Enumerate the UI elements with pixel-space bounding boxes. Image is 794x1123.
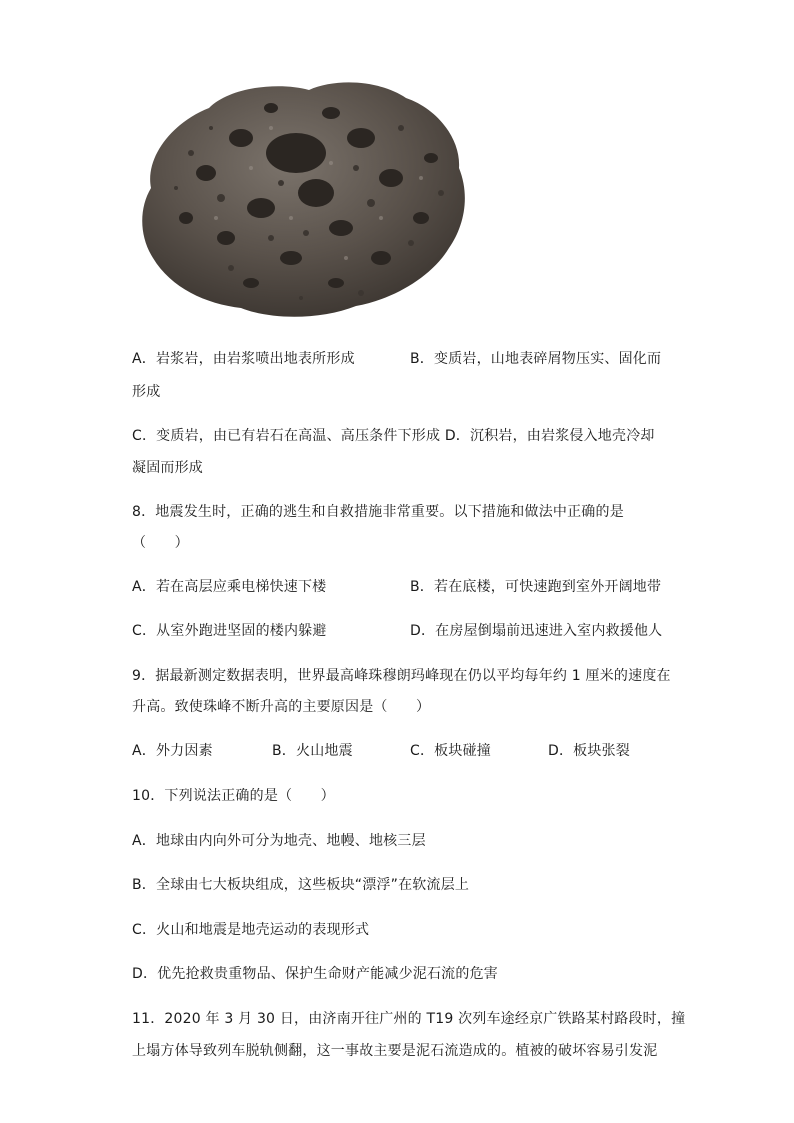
q8-option-b: B．若在底楼，可快速跑到室外开阔地带 [410, 579, 662, 595]
q10-option-b: B．全球由七大板块组成，这些板块“漂浮”在软流层上 [132, 877, 470, 893]
q8-option-c: C．从室外跑进坚固的楼内躲避 [132, 623, 327, 639]
q10-option-c: C．火山和地震是地壳运动的表现形式 [132, 922, 370, 938]
q9-stem-continued: 升高。致使珠峰不断升高的主要原因是（ ） [132, 699, 431, 715]
q7-option-b: B．变质岩，山地表碎屑物压实、固化而 [410, 351, 662, 367]
q8-stem-continued: （ ） [132, 535, 189, 551]
q9-option-a: A．外力因素 [132, 743, 213, 759]
q9-option-d: D．板块张裂 [548, 743, 630, 759]
q9-option-c: C．板块碰撞 [410, 743, 491, 759]
q7-option-a: A．岩浆岩，由岩浆喷出地表所形成 [132, 351, 355, 367]
q10-option-d: D．优先抢救贵重物品、保护生命财产能减少泥石流的危害 [132, 966, 498, 982]
q9-option-b: B．火山地震 [272, 743, 353, 759]
q7-option-c-d: C．变质岩，由已有岩石在高温、高压条件下形成 D．沉积岩，由岩浆侵入地壳冷却 [132, 428, 655, 444]
q11-stem-continued: 上塌方体导致列车脱轨侧翻，这一事故主要是泥石流造成的。植被的破坏容易引发泥 [132, 1043, 658, 1059]
volcanic-rock-image [131, 68, 477, 328]
q8-option-d: D．在房屋倒塌前迅速进入室内救援他人 [410, 623, 663, 639]
q10-stem: 10．下列说法正确的是（ ） [132, 788, 335, 804]
q7-option-b-continued: 形成 [132, 384, 161, 400]
q8-option-a: A．若在高层应乘电梯快速下楼 [132, 579, 327, 595]
q8-stem: 8．地震发生时，正确的逃生和自救措施非常重要。以下措施和做法中正确的是 [132, 504, 624, 520]
q11-stem: 11．2020 年 3 月 30 日，由济南开往广州的 T19 次列车途经京广铁路某村路段时，撞 [132, 1011, 686, 1027]
q9-stem: 9．据最新测定数据表明，世界最高峰珠穆朗玛峰现在仍以平均每年约 1 厘米的速度在 [132, 668, 671, 684]
q7-option-d-continued: 凝固而形成 [132, 460, 203, 476]
q10-option-a: A．地球由内向外可分为地壳、地幔、地核三层 [132, 833, 426, 849]
